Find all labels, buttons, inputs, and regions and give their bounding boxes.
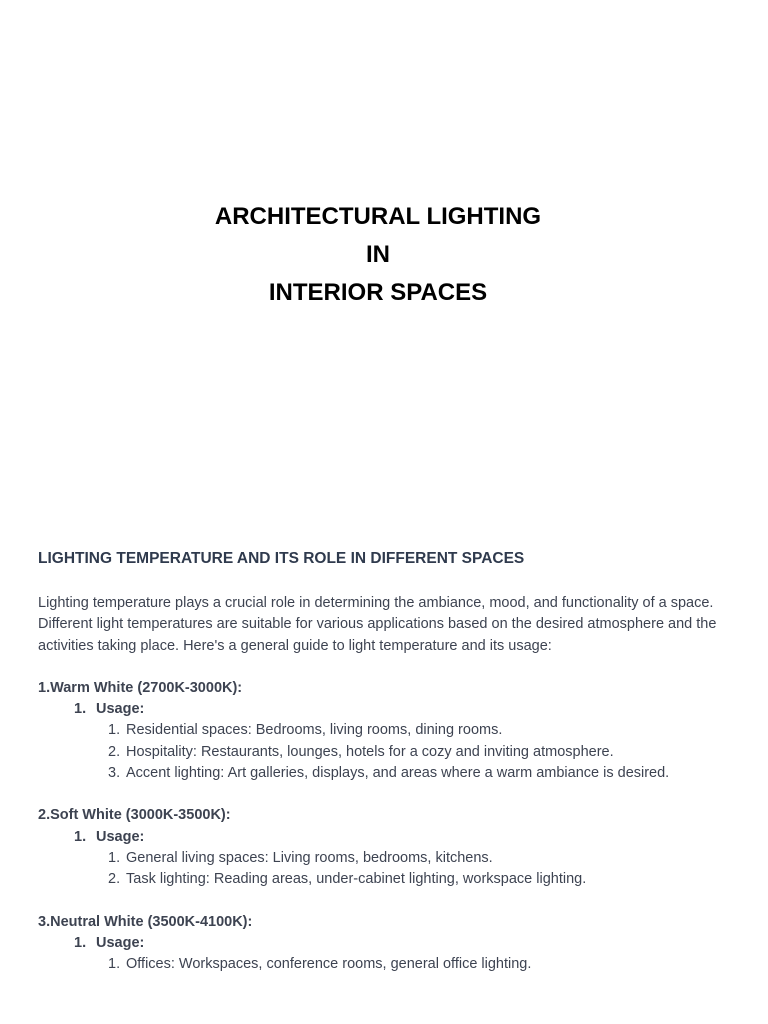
list-item-text: Hospitality: Restaurants, lounges, hotels for a cozy and inviting atmosphere.: [126, 743, 614, 760]
list-item-text: General living spaces: Living rooms, bedrooms, kitchens.: [126, 849, 493, 866]
temperature-heading: 1.Warm White (2700K-3000K):: [38, 679, 243, 696]
list-item: [38, 954, 728, 975]
usage-list: [38, 954, 728, 975]
list-item-number: 2.: [108, 871, 121, 888]
usage-label: [38, 827, 728, 848]
list-item-text: Offices: Workspaces, conference rooms, general office lighting.: [126, 956, 532, 973]
list-item-number: 1.: [108, 849, 121, 866]
temperature-list: [38, 678, 728, 976]
list-item-number: 2.: [108, 743, 121, 760]
list-item-text: Task lighting: Reading areas, under-cabinet lighting, workspace lighting.: [126, 871, 587, 888]
usage-list: [38, 848, 728, 891]
document-title: [0, 198, 756, 312]
list-item: [38, 720, 728, 741]
list-item: [38, 869, 728, 890]
list-item: [38, 763, 728, 784]
temperature-heading: 2.Soft White (3000K-3500K):: [38, 807, 231, 824]
title-line-3: INTERIOR SPACES: [268, 279, 488, 306]
temperature-heading: 3.Neutral White (3500K-4100K):: [38, 913, 253, 930]
usage-number: 1.: [74, 701, 87, 718]
list-item-number: 3.: [108, 765, 121, 782]
usage-label: [38, 699, 728, 720]
usage-number: 1.: [74, 828, 87, 845]
list-item-text: Residential spaces: Bedrooms, living rooms, dining rooms.: [126, 722, 503, 739]
title-line-1: ARCHITECTURAL LIGHTING: [214, 203, 542, 230]
list-item-number: 1.: [108, 722, 121, 739]
intro-paragraph: Lighting temperature plays a crucial role in determining the ambiance, mood, and functionality of a space. Different light temperatures are suitable for various applications based on the desired atmosphere and the activities taking place. Here's a general guide to light temperature and its usage:: [38, 595, 717, 654]
usage-number: 1.: [74, 934, 87, 951]
usage-label: [38, 933, 728, 954]
title-line-2: IN: [366, 241, 390, 268]
usage-text: Usage:: [96, 934, 145, 951]
usage-text: Usage:: [96, 828, 145, 845]
usage-text: Usage:: [96, 701, 145, 718]
list-item-number: 1.: [108, 956, 121, 973]
list-item: [38, 742, 728, 763]
list-item-text: Accent lighting: Art galleries, displays, and areas where a warm ambiance is desired.: [126, 765, 670, 782]
list-item: [38, 848, 728, 869]
document-body: [38, 548, 728, 996]
section-heading: LIGHTING TEMPERATURE AND ITS ROLE IN DIFFERENT SPACES: [38, 550, 525, 567]
usage-list: [38, 720, 728, 784]
